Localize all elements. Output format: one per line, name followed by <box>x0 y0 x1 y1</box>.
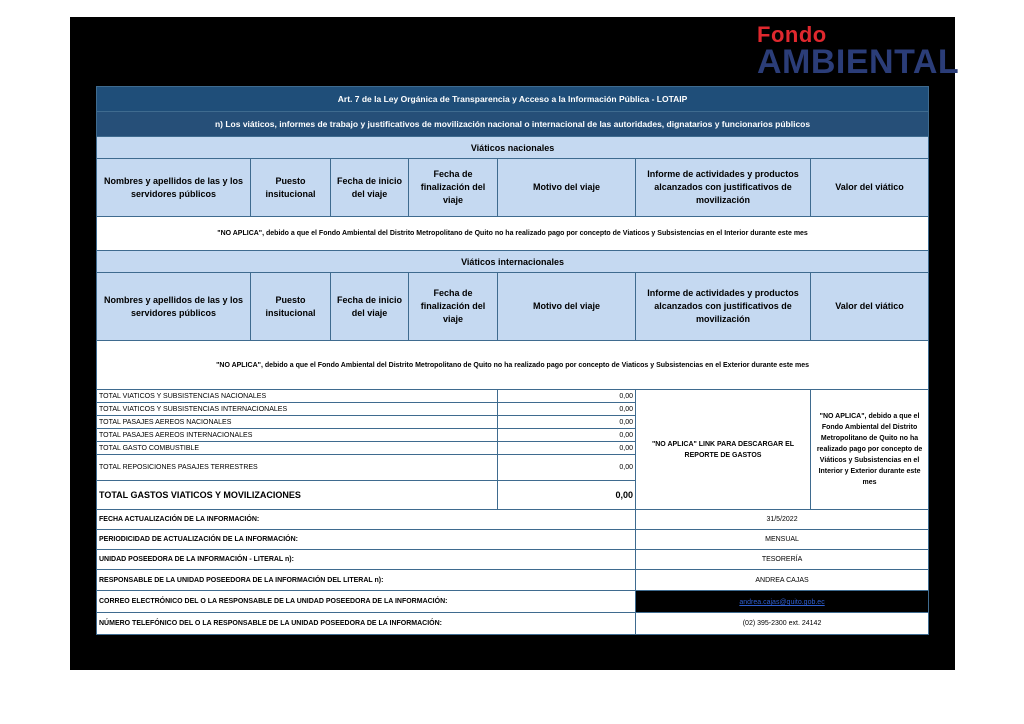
total-label: TOTAL VIATICOS Y SUBSISTENCIAS INTERNACIONALES <box>97 403 498 416</box>
unidad-label: UNIDAD POSEEDORA DE LA INFORMACIÓN - LITERAL n): <box>97 550 636 570</box>
responsable-label: RESPONSABLE DE LA UNIDAD POSEEDORA DE LA INFORMACIÓN DEL LITERAL n): <box>97 570 636 591</box>
col-header-nombres: Nombres y apellidos de las y los servidores públicos <box>97 273 251 341</box>
total-value: 0,00 <box>498 416 636 429</box>
col-header-fecha-fin: Fecha de finalización del viaje <box>409 159 498 217</box>
total-label: TOTAL PASAJES AEREOS NACIONALES <box>97 416 498 429</box>
col-header-motivo: Motivo del viaje <box>498 159 636 217</box>
unidad-value: TESORERÍA <box>636 550 929 570</box>
periodicidad-label: PERIODICIDAD DE ACTUALIZACIÓN DE LA INFORMACIÓN: <box>97 530 636 550</box>
literal-title: n) Los viáticos, informes de trabajo y justificativos de movilización nacional o internacional de las autoridades, dignatarios y funcionarios públicos <box>97 112 929 137</box>
total-label: TOTAL PASAJES AEREOS INTERNACIONALES <box>97 429 498 442</box>
logo-line-1: Fondo <box>757 22 827 47</box>
col-header-fecha-fin: Fecha de finalización del viaje <box>409 273 498 341</box>
col-header-puesto: Puesto insitucional <box>251 159 331 217</box>
correo-link[interactable]: andrea.cajas@quito.gob.ec <box>739 599 825 606</box>
lotaip-table <box>96 86 929 635</box>
total-value: 0,00 <box>498 442 636 455</box>
grand-total-value: 0,00 <box>498 481 636 510</box>
fondo-ambiental-logo <box>757 22 960 82</box>
telefono-label: NÚMERO TELEFÓNICO DEL O LA RESPONSABLE DE LA UNIDAD POSEEDORA DE LA INFORMACIÓN: <box>97 613 636 635</box>
total-value: 0,00 <box>498 429 636 442</box>
col-header-valor: Valor del viático <box>811 273 929 341</box>
fecha-actualizacion-value: 31/5/2022 <box>636 510 929 530</box>
total-label: TOTAL VIATICOS Y SUBSISTENCIAS NACIONALES <box>97 390 498 403</box>
periodicidad-value: MENSUAL <box>636 530 929 550</box>
total-value: 0,00 <box>498 455 636 481</box>
notice-internacionales: "NO APLICA", debido a que el Fondo Ambiental del Distrito Metropolitano de Quito no ha realizado pago por concepto de Viaticos y Subsistencias en el Exterior durante este mes <box>97 341 929 390</box>
col-header-fecha-inicio: Fecha de inicio del viaje <box>331 159 409 217</box>
col-header-valor: Valor del viático <box>811 159 929 217</box>
total-value: 0,00 <box>498 403 636 416</box>
total-value: 0,00 <box>498 390 636 403</box>
total-label: TOTAL GASTO COMBUSTIBLE <box>97 442 498 455</box>
page-title: Art. 7 de la Ley Orgánica de Transparencia y Acceso a la Información Pública - LOTAIP <box>97 87 929 112</box>
responsable-value: ANDREA CAJAS <box>636 570 929 591</box>
total-label: TOTAL REPOSICIONES PASAJES TERRESTRES <box>97 455 498 481</box>
col-header-informe: Informe de actividades y productos alcanzados con justificativos de movilización <box>636 273 811 341</box>
telefono-value: (02) 395-2300 ext. 24142 <box>636 613 929 635</box>
notice-nacionales: "NO APLICA", debido a que el Fondo Ambiental del Distrito Metropolitano de Quito no ha realizado pago por concepto de Viaticos y Subsistencias en el Interior durante este mes <box>97 217 929 251</box>
col-header-puesto: Puesto insitucional <box>251 273 331 341</box>
grand-total-label: TOTAL GASTOS VIATICOS Y MOVILIZACIONES <box>97 481 498 510</box>
side-note-no-aplica: "NO APLICA", debido a que el Fondo Ambiental del Distrito Metropolitano de Quito no ha realizado pago por concepto de Viáticos y Subsistencias en el Interior y Exterior durante este mes <box>811 390 929 510</box>
col-header-nombres: Nombres y apellidos de las y los servidores públicos <box>97 159 251 217</box>
logo-line-2: AMBIENTAL <box>757 43 960 81</box>
correo-label: CORREO ELECTRÓNICO DEL O LA RESPONSABLE DE LA UNIDAD POSEEDORA DE LA INFORMACIÓN: <box>97 591 636 613</box>
col-header-informe: Informe de actividades y productos alcanzados con justificativos de movilización <box>636 159 811 217</box>
col-header-fecha-inicio: Fecha de inicio del viaje <box>331 273 409 341</box>
fecha-actualizacion-label: FECHA ACTUALIZACIÓN DE LA INFORMACIÓN: <box>97 510 636 530</box>
col-header-motivo: Motivo del viaje <box>498 273 636 341</box>
section-title-internacionales: Viáticos internacionales <box>97 251 929 273</box>
correo-value-cell <box>636 591 929 613</box>
section-title-nacionales: Viáticos nacionales <box>97 137 929 159</box>
link-reporte-gastos[interactable]: "NO APLICA" LINK PARA DESCARGAR EL REPORTE DE GASTOS <box>636 390 811 510</box>
